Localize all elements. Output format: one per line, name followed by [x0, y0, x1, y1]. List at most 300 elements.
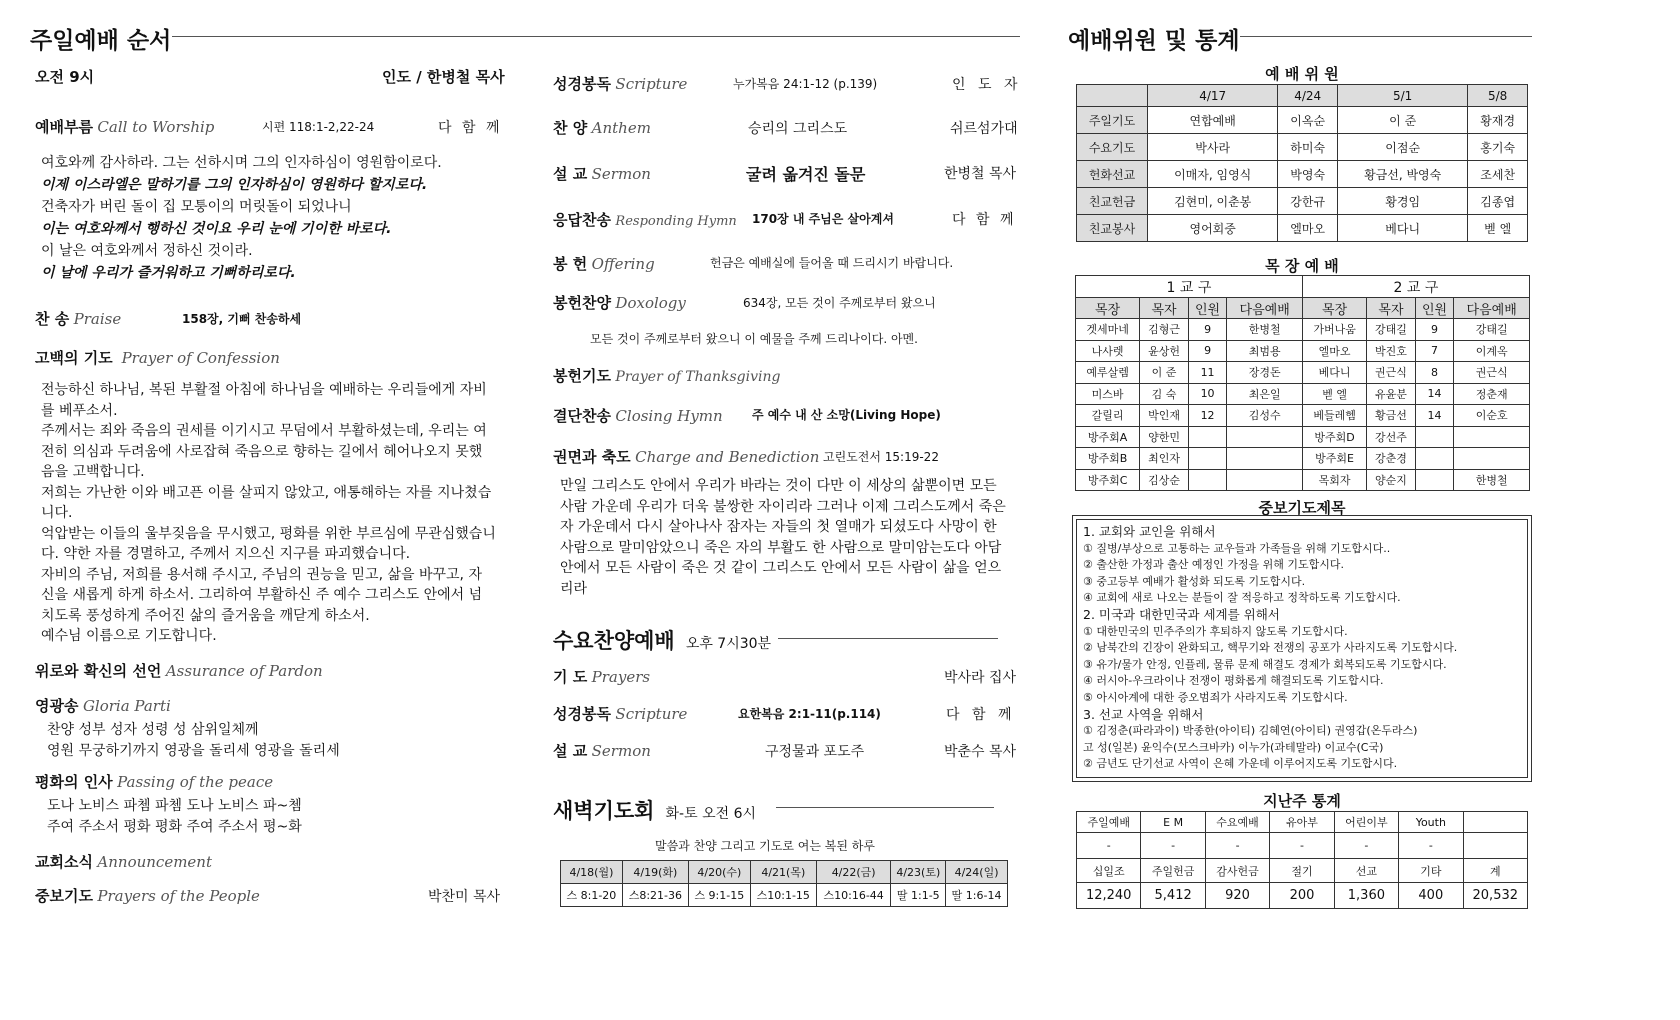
wednesday-service-heading — [553, 625, 771, 655]
psalm-line: 이 날은 여호와께서 정하신 것이라. — [41, 243, 253, 259]
pastoral-cell: 미스바 — [1076, 383, 1140, 405]
confession-line: 니다. — [41, 505, 73, 521]
pastoral-cell: 벧 엘 — [1302, 383, 1366, 405]
committee-head: 4/24 — [1278, 85, 1338, 107]
call-label: 예배부름 — [35, 118, 93, 136]
sermon-who: 한병철 목사 — [944, 166, 1017, 182]
right-title-rule — [1240, 36, 1532, 37]
committee-cell: 황금선, 박영숙 — [1337, 161, 1467, 188]
pastoral-cell: 9 — [1188, 319, 1227, 341]
prayer-topics-title: 중보기도제목 — [1258, 499, 1346, 517]
dawn-time: 화-토 오전 6시 — [665, 806, 757, 822]
stats-value: 5,412 — [1141, 883, 1205, 909]
prayer-section-heading: 1. 교회와 교인을 위해서 — [1083, 524, 1216, 539]
pastoral-cell: 김형근 — [1140, 319, 1189, 341]
closing-en: Closing Hymn — [615, 407, 723, 425]
pastoral-cell: 김상순 — [1140, 469, 1189, 491]
committee-cell: 이옥순 — [1278, 107, 1338, 134]
announcement-label: 교회소식 — [35, 853, 93, 871]
pastoral-cell — [1454, 426, 1530, 448]
wednesday-rule — [778, 638, 998, 639]
pastoral-head: 목자 — [1140, 298, 1189, 319]
call-to-worship — [35, 116, 214, 137]
thanksgiving-label: 봉헌기도 — [553, 367, 611, 385]
pastoral-cell: 베들레헴 — [1302, 405, 1366, 427]
pastoral-cell: 황금선 — [1367, 405, 1416, 427]
intercession-en: Prayers of the People — [97, 887, 260, 905]
pastoral-head: 인원 — [1188, 298, 1227, 319]
committee-cell: 엘마오 — [1278, 215, 1338, 242]
prayer-item: ② 출산한 가정과 출산 예정인 가정을 위해 기도합시다. — [1083, 558, 1344, 572]
benediction-line: 사람으로 말미암았으니 죽은 자의 부활도 한 사람으로 말미암는도다 아담 — [560, 539, 1002, 556]
committee-cell: 벧 엘 — [1468, 215, 1528, 242]
pastoral-cell: 최범용 — [1227, 340, 1303, 362]
response-text: 170장 내 주님은 살아계셔 — [752, 212, 894, 226]
dawn-date: 4/20(수) — [688, 861, 750, 884]
pastoral-row — [1076, 383, 1530, 405]
assurance-item — [35, 660, 323, 681]
scripture-en: Scripture — [615, 75, 688, 93]
pastoral-cell: 강태길 — [1367, 319, 1416, 341]
pastoral-cell — [1415, 426, 1454, 448]
pastoral-cell: 최은일 — [1227, 383, 1303, 405]
committee-head: 5/8 — [1468, 85, 1528, 107]
pastoral-cell: 윤상헌 — [1140, 340, 1189, 362]
psalm-line: 건축자가 버린 돌이 집 모퉁이의 머릿돌이 되었나니 — [41, 199, 352, 215]
wed-prayer-who: 박사라 집사 — [944, 670, 1017, 686]
offering-item — [553, 253, 655, 274]
stats-head: E M — [1141, 812, 1205, 833]
pastoral-row — [1076, 469, 1530, 491]
gloria-item — [35, 695, 171, 716]
pastoral-cell: 유윤분 — [1367, 383, 1416, 405]
committee-head: 4/17 — [1148, 85, 1278, 107]
committee-header — [1077, 85, 1528, 107]
stats-head: 감사헌금 — [1205, 859, 1269, 883]
district-2-label: 2 교 구 — [1302, 276, 1529, 298]
pastoral-row — [1076, 340, 1530, 362]
committee-table — [1076, 84, 1528, 242]
pastoral-cell — [1227, 448, 1303, 470]
wed-scripture-ref: 요한복음 2:1-11(p.114) — [738, 707, 881, 721]
anthem-en: Anthem — [591, 119, 651, 137]
stats-head: 어린이부 — [1334, 812, 1398, 833]
confession-line: 주께서는 죄와 죽음의 권세를 이기시고 무덤에서 부활하셨는데, 우리는 여 — [41, 423, 487, 439]
dawn-reading: 딸 1:6-14 — [946, 884, 1008, 907]
committee-cell: 김종엽 — [1468, 188, 1528, 215]
pastoral-cell: 한병철 — [1454, 469, 1530, 491]
pastoral-cell: 방주회A — [1076, 426, 1140, 448]
dawn-reading: 스8:21-36 — [622, 884, 688, 907]
wed-scripture-item — [553, 703, 687, 724]
pastoral-row — [1076, 319, 1530, 341]
committee-cell: 강한규 — [1278, 188, 1338, 215]
confession-line: 다. 약한 자를 경멸하고, 주께서 지으신 지구를 파괴했습니다. — [41, 546, 411, 562]
pastoral-cell: 권근식 — [1367, 362, 1416, 384]
intercession-who: 박찬미 목사 — [428, 889, 501, 905]
wed-prayer-en: Prayers — [591, 668, 651, 686]
pastoral-cell: 이순호 — [1454, 405, 1530, 427]
prayer-item: ② 금년도 단기선교 사역이 은혜 가운데 이루어지도록 기도합시다. — [1083, 757, 1398, 771]
scripture-label: 성경봉독 — [553, 75, 611, 93]
dawn-date: 4/24(일) — [946, 861, 1008, 884]
wed-sermon-who: 박춘수 목사 — [944, 744, 1017, 760]
anthem-label: 찬 양 — [553, 119, 588, 137]
prayer-item: 고 성(일본) 윤익수(모스크바카) 이누가(과테말라) 이교수(C국) — [1083, 740, 1384, 754]
intercession-label: 중보기도 — [35, 887, 93, 905]
confession-item — [35, 347, 280, 368]
order-of-worship-title: 주일예배 순서 — [30, 28, 172, 54]
confession-line: 전능하신 하나님, 복된 부활절 아침에 하나님을 예배하는 우리들에게 자비 — [41, 382, 487, 398]
committee-role: 수요기도 — [1077, 134, 1148, 161]
sermon-en: Sermon — [591, 165, 651, 183]
committee-title: 예 배 위 원 — [1265, 65, 1339, 83]
gloria-lyrics — [47, 720, 517, 762]
peace-label: 평화의 인사 — [35, 773, 113, 791]
dawn-table-row — [561, 884, 1008, 907]
pastoral-cell — [1454, 448, 1530, 470]
pastoral-cell — [1188, 426, 1227, 448]
dawn-date: 4/21(목) — [750, 861, 816, 884]
committee-cell: 박사라 — [1148, 134, 1278, 161]
dawn-date: 4/23(토) — [891, 861, 946, 884]
pastoral-cell: 김성수 — [1227, 405, 1303, 427]
committee-role: 친교헌금 — [1077, 188, 1148, 215]
anthem-item — [553, 117, 651, 138]
committee-cell: 영어회중 — [1148, 215, 1278, 242]
pastoral-cell: 한병철 — [1227, 319, 1303, 341]
prayer-item: ③ 중고등부 예배가 활성화 되도록 기도합시다. — [1083, 574, 1306, 588]
committee-head: 5/1 — [1337, 85, 1467, 107]
hymn-item — [35, 308, 121, 329]
closing-text: 주 예수 내 산 소망(Living Hope) — [752, 408, 941, 422]
stats-value: - — [1205, 833, 1269, 859]
hymn-label: 찬 송 — [35, 310, 70, 328]
pastoral-head: 인원 — [1415, 298, 1454, 319]
pastoral-cell — [1227, 426, 1303, 448]
stats-head: 수요예배 — [1205, 812, 1269, 833]
dawn-date: 4/22(금) — [816, 861, 891, 884]
intercession-item — [35, 885, 260, 906]
stats-value: - — [1141, 833, 1205, 859]
benediction-line: 안에서 모든 사람이 죽은 것 같이 그리스도 안에서 모든 사람이 삶을 얻으 — [560, 560, 1002, 576]
pastoral-cell: 갈릴리 — [1076, 405, 1140, 427]
committee-cell: 박영숙 — [1278, 161, 1338, 188]
wed-scripture-en: Scripture — [615, 705, 688, 723]
prayer-item: ① 김정춘(파라과이) 박종한(아이티) 김혜연(아이티) 권영갑(온두라스) — [1083, 724, 1418, 738]
dawn-reading: 스10:1-15 — [750, 884, 816, 907]
committee-role: 주일기도 — [1077, 107, 1148, 134]
pastoral-cell: 강선주 — [1367, 426, 1416, 448]
confession-line: 저희는 가난한 이와 배고픈 이를 살피지 않았고, 애통해하는 자를 지나쳤습 — [41, 484, 492, 501]
prayer-item: ① 대한민국의 민주주의가 후퇴하지 않도록 기도합시다. — [1083, 624, 1348, 638]
gloria-en: Gloria Parti — [82, 697, 171, 715]
pastoral-head: 목자 — [1367, 298, 1416, 319]
sermon-label: 설 교 — [553, 165, 588, 183]
confession-line: 예수님 이름으로 기도합니다. — [41, 628, 217, 644]
stats-value: 200 — [1270, 883, 1334, 909]
dawn-reading: 스 8:1-20 — [561, 884, 623, 907]
dawn-date: 4/19(화) — [622, 861, 688, 884]
benediction-label: 권면과 축도 — [553, 448, 631, 466]
committee-row — [1077, 161, 1528, 188]
benediction-item — [553, 446, 819, 467]
offering-en: Offering — [591, 255, 655, 273]
pastoral-cell: 양순지 — [1367, 469, 1416, 491]
scripture-item — [553, 73, 687, 94]
pastoral-head: 다음예배 — [1227, 298, 1303, 319]
committee-row — [1077, 107, 1528, 134]
peace-line: 주여 주소서 평화 평화 주여 주소서 평~화 — [47, 819, 302, 835]
anthem-who: 쉬르섬가대 — [950, 121, 1018, 137]
pastoral-cell: 장경돈 — [1227, 362, 1303, 384]
hymn-text: 158장, 기뻐 찬송하세 — [182, 312, 302, 326]
benediction-line: 사람 가운데 우리가 더욱 불쌍한 자이리라 그러나 이제 그리스도께서 죽은 — [560, 498, 1006, 515]
gloria-label: 영광송 — [35, 697, 79, 715]
committee-row — [1077, 188, 1528, 215]
thanksgiving-item — [553, 365, 780, 386]
pastoral-head: 목장 — [1302, 298, 1366, 319]
stats-head: 십일조 — [1077, 859, 1141, 883]
wed-prayer-item — [553, 666, 650, 687]
psalm-line: 이제 이스라엘은 말하기를 그의 인자하심이 영원하다 할지로다. — [41, 177, 428, 193]
pastoral-cell: 방주회E — [1302, 448, 1366, 470]
pastoral-row — [1076, 405, 1530, 427]
wed-scripture-label: 성경봉독 — [553, 705, 611, 723]
assurance-en: Assurance of Pardon — [165, 662, 323, 680]
pastoral-cell: 권근식 — [1454, 362, 1530, 384]
committee-cell: 이매자, 임영식 — [1148, 161, 1278, 188]
pastoral-cell: 11 — [1188, 362, 1227, 384]
gloria-line: 영원 무궁하기까지 영광을 돌리세 영광을 돌리세 — [47, 743, 340, 759]
benediction-line: 리라 — [560, 580, 588, 597]
hymn-en: Praise — [73, 310, 122, 328]
dawn-reading: 스 9:1-15 — [688, 884, 750, 907]
confession-prayer-text — [41, 380, 511, 647]
stats-value: 1,360 — [1334, 883, 1398, 909]
committee-cell: 이점순 — [1337, 134, 1467, 161]
pastoral-head: 목장 — [1076, 298, 1140, 319]
pastoral-cell: 박인재 — [1140, 405, 1189, 427]
stats-head — [1463, 812, 1527, 833]
pastoral-cell: 방주회D — [1302, 426, 1366, 448]
dawn-reading-table — [560, 860, 1008, 907]
pastoral-header — [1076, 298, 1530, 319]
pastoral-cell: 김 숙 — [1140, 383, 1189, 405]
thanksgiving-en: Prayer of Thanksgiving — [615, 369, 781, 385]
pastoral-cell: 가버나움 — [1302, 319, 1366, 341]
pastoral-cell: 양한민 — [1140, 426, 1189, 448]
dawn-table-header — [561, 861, 1008, 884]
pastoral-table — [1075, 275, 1530, 491]
benediction-en: Charge and Benediction — [635, 448, 820, 466]
confession-line: 신을 새롭게 하게 하소서. 그리하여 부활하신 주 예수 그리스도 안에서 넘 — [41, 587, 483, 603]
confession-line: 자비의 주님, 저희를 용서해 주시고, 주님의 권능을 믿고, 삶을 바꾸고, 자 — [41, 566, 482, 583]
dawn-reading: 딸 1:1-5 — [891, 884, 946, 907]
prayer-section-heading: 2. 미국과 대한민국과 세계를 위해서 — [1083, 606, 1280, 622]
dawn-subtitle: 말씀과 찬양 그리고 기도로 여는 복된 하루 — [655, 839, 875, 853]
committee-cell: 홍기숙 — [1468, 134, 1528, 161]
pastoral-cell: 최인자 — [1140, 448, 1189, 470]
pastoral-cell: 9 — [1188, 340, 1227, 362]
stats-table — [1076, 811, 1528, 909]
pastoral-cell — [1415, 469, 1454, 491]
response-who: 다 함 께 — [952, 212, 1017, 228]
committee-cell: 베다니 — [1337, 215, 1467, 242]
pastoral-row — [1076, 448, 1530, 470]
confession-line: 를 베푸소서. — [41, 402, 118, 419]
stats-head: Youth — [1399, 812, 1463, 833]
pastoral-cell: 14 — [1415, 405, 1454, 427]
pastoral-row — [1076, 362, 1530, 384]
confession-en: Prayer of Confession — [121, 349, 280, 367]
wed-prayer-label: 기 도 — [553, 668, 588, 686]
anthem-text: 승리의 그리스도 — [748, 121, 848, 137]
gloria-line: 찬양 성부 성자 성령 성 삼위일체께 — [47, 722, 259, 738]
stats-head: 절기 — [1270, 859, 1334, 883]
psalm-line: 이 날에 우리가 즐거워하고 기뻐하리로다. — [41, 265, 296, 281]
stats-value: - — [1334, 833, 1398, 859]
pastoral-cell — [1227, 469, 1303, 491]
committee-cell: 하미숙 — [1278, 134, 1338, 161]
committee-role: 친교봉사 — [1077, 215, 1148, 242]
pastoral-cell: 강춘경 — [1367, 448, 1416, 470]
pastoral-cell: 7 — [1415, 340, 1454, 362]
announcement-en: Announcement — [97, 853, 212, 871]
service-leader: 인도 / 한병철 목사 — [382, 68, 505, 86]
psalm-line: 이는 여호와께서 행하신 것이요 우리 눈에 기이한 바로다. — [41, 221, 392, 237]
pastoral-cell: 겟세마네 — [1076, 319, 1140, 341]
dawn-date: 4/18(월) — [561, 861, 623, 884]
dawn-service-heading — [553, 795, 756, 825]
stats-head-row-1 — [1077, 812, 1528, 833]
closing-label: 결단찬송 — [553, 407, 611, 425]
stats-value: - — [1399, 833, 1463, 859]
stats-value-row-2 — [1077, 883, 1528, 909]
pastoral-cell: 정춘재 — [1454, 383, 1530, 405]
prayer-topics-box — [1072, 515, 1532, 782]
prayer-item: ④ 교회에 새로 나오는 분들이 잘 적응하고 정착하도록 기도합시다. — [1083, 591, 1401, 605]
stats-value: 920 — [1205, 883, 1269, 909]
pastoral-cell: 14 — [1415, 383, 1454, 405]
committee-cell: 조세찬 — [1468, 161, 1528, 188]
wed-sermon-title: 구정물과 포도주 — [765, 744, 865, 760]
stats-head: 유아부 — [1270, 812, 1334, 833]
confession-line: 치도록 풍성하게 주어진 삶의 즐거움을 깨닫게 하소서. — [41, 607, 370, 624]
response-item — [553, 209, 737, 230]
pastoral-cell: 9 — [1415, 319, 1454, 341]
prayer-item: ③ 유가/물가 안정, 인플레, 물류 문제 해결도 경제가 회복되도록 기도합시다. — [1083, 657, 1447, 671]
pastoral-title: 목 장 예 배 — [1265, 257, 1339, 275]
pastoral-head: 다음예배 — [1454, 298, 1530, 319]
committee-stats-title: 예배위원 및 통계 — [1068, 28, 1240, 54]
stats-head: 주일예배 — [1077, 812, 1141, 833]
committee-head — [1077, 85, 1148, 107]
committee-cell: 황경임 — [1337, 188, 1467, 215]
committee-cell: 황재경 — [1468, 107, 1528, 134]
pastoral-cell: 이계옥 — [1454, 340, 1530, 362]
prayer-section-heading: 3. 선교 사역을 위해서 — [1083, 706, 1204, 722]
confession-line: 음을 고백합니다. — [41, 464, 145, 480]
peace-line: 도나 노비스 파쳄 파쳄 도나 노비스 파~쳄 — [47, 798, 302, 814]
stats-value: 20,532 — [1463, 883, 1527, 909]
doxology-label: 봉헌찬양 — [553, 294, 611, 312]
prayer-item: ① 질병/부상으로 고통하는 교우들과 가족들을 위해 기도합시다.. — [1083, 541, 1391, 555]
dawn-reading: 스10:16-44 — [816, 884, 891, 907]
committee-cell: 김현미, 이춘봉 — [1148, 188, 1278, 215]
stats-value — [1463, 833, 1527, 859]
pastoral-cell: 박진호 — [1367, 340, 1416, 362]
wed-sermon-item — [553, 740, 651, 761]
pastoral-cell: 이 준 — [1140, 362, 1189, 384]
doxology-line: 모든 것이 주께로부터 왔으니 이 예물을 주께 드리나이다. 아멘. — [590, 332, 918, 346]
offering-label: 봉 헌 — [553, 255, 588, 273]
response-label: 응답찬송 — [553, 211, 611, 229]
assurance-label: 위로와 확신의 선언 — [35, 662, 162, 680]
stats-value-row-1 — [1077, 833, 1528, 859]
prayer-item: ⑤ 아시아계에 대한 증오범죄가 사라지도록 기도합시다. — [1083, 690, 1348, 704]
prayer-item: ② 남북간의 긴장이 완화되고, 핵무기와 전쟁의 공포가 사라지도록 기도합시다. — [1083, 641, 1458, 655]
doxology-en: Doxology — [615, 294, 686, 312]
benediction-line: 만일 그리스도 안에서 우리가 바라는 것이 다만 이 세상의 삶뿐이면 모든 — [560, 478, 997, 494]
pastoral-row — [1076, 426, 1530, 448]
wed-sermon-en: Sermon — [591, 742, 651, 760]
response-en: Responding Hymn — [615, 214, 737, 229]
call-who: 다 함 께 — [438, 120, 503, 136]
stats-value: - — [1270, 833, 1334, 859]
scripture-ref: 누가복음 24:1-12 (p.139) — [733, 77, 878, 91]
pastoral-cell: 나사렛 — [1076, 340, 1140, 362]
confession-line: 전히 의심과 두려움에 사로잡혀 죽음으로 향하는 길에서 헤어나오지 못했 — [41, 443, 483, 460]
announcement-item — [35, 851, 212, 872]
pastoral-cell: 목회자 — [1302, 469, 1366, 491]
service-time: 오전 9시 — [35, 68, 95, 86]
doxology-item — [553, 292, 686, 313]
doxology-text: 634장, 모든 것이 주께로부터 왔으니 — [743, 296, 936, 310]
pastoral-cell: 방주회B — [1076, 448, 1140, 470]
stats-value: - — [1077, 833, 1141, 859]
prayer-item: ④ 러시아-우크라이나 전쟁이 평화롭게 해결되도록 기도합시다. — [1083, 674, 1384, 688]
scripture-who: 인 도 자 — [952, 77, 1022, 93]
committee-role: 헌화선교 — [1077, 161, 1148, 188]
stats-title: 지난주 통계 — [1263, 792, 1341, 810]
benediction-line: 자 가운데서 다시 살아나사 잠자는 자들의 첫 열매가 되셨도다 사망이 한 — [560, 519, 997, 535]
title-rule — [172, 36, 1020, 37]
pastoral-cell: 엘마오 — [1302, 340, 1366, 362]
pastoral-cell: 강태길 — [1454, 319, 1530, 341]
pastoral-cell — [1415, 448, 1454, 470]
psalm-responsive-reading — [41, 152, 511, 284]
benediction-text — [560, 476, 1020, 599]
peace-lyrics — [47, 796, 517, 838]
dawn-rule — [776, 807, 994, 808]
offering-text: 헌금은 예배실에 들어올 때 드리시기 바랍니다. — [710, 256, 954, 270]
stats-head-row-2 — [1077, 859, 1528, 883]
stats-head: 계 — [1463, 859, 1527, 883]
wed-scripture-who: 다 함 께 — [946, 707, 1016, 723]
district-1-label: 1 교 구 — [1076, 276, 1303, 298]
confession-label: 고백의 기도 — [35, 349, 113, 367]
pastoral-cell: 8 — [1415, 362, 1454, 384]
pastoral-cell: 예루살렘 — [1076, 362, 1140, 384]
pastoral-cell — [1188, 448, 1227, 470]
benediction-ref: 고린도전서 15:19-22 — [823, 450, 939, 464]
confession-line: 억압받는 이들의 울부짖음을 무시했고, 평화를 위한 부르심에 무관심했습니 — [41, 525, 496, 542]
pastoral-cell — [1188, 469, 1227, 491]
pastoral-cell: 12 — [1188, 405, 1227, 427]
pastoral-cell: 방주회C — [1076, 469, 1140, 491]
stats-value: 12,240 — [1077, 883, 1141, 909]
